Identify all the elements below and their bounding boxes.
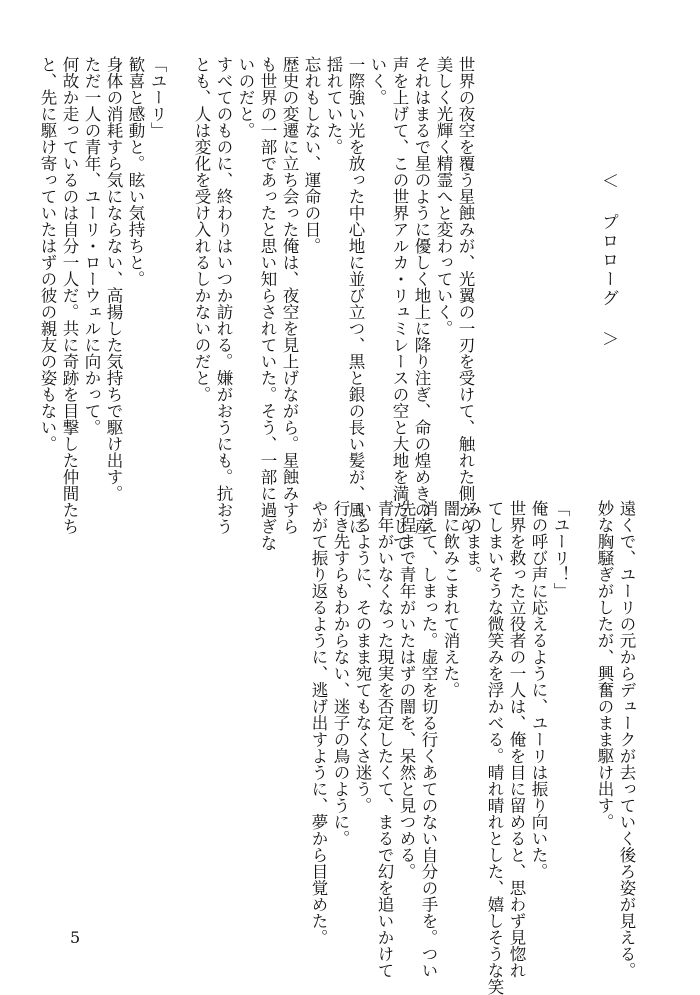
text-line: すべてのものに、終わりはいつか訪れる。嫌がおうにも。抗おう [214,56,233,535]
text-line: 揺れていた。 [324,56,343,155]
text-line: 行き先すらもわからない、迷子の鳥のように。 [331,500,350,847]
text-line: 先程まで青年がいたはずの闇を、呆然と見つめる。 [397,500,416,880]
text-line: 世界の夜空を覆う星蝕みが、光翼の一刃を受けて、触れた側から [456,56,475,535]
text-line: とも、人は変化を受け入れるしかないのだと。 [192,56,211,403]
chapter-title: ＜ プロローグ ＞ [598,172,618,349]
lower-text-block [253,500,637,995]
text-line [168,56,190,551]
text-line: 俺の呼び声に応えるように、ユーリは振り向いた。 [529,500,548,880]
text-line: いるように、そのまま宛てもなくさ迷う。 [353,500,372,814]
text-line: ただ一人の青年、ユーリ・ローウェルに向かって。 [82,56,101,436]
text-line: 忘れもしない、運命の日。 [302,56,321,254]
upper-text-block [38,56,476,551]
text-line [571,500,593,995]
text-line: いく。 [368,56,387,106]
text-line: 妙な胸騒ぎがしたが、興奮のまま駆け出す。 [595,500,614,830]
text-line: てしまいそうな微笑みを浮かべる。晴れ晴れとした、嬉しそうな笑 [485,500,504,995]
text-line: 歓喜と感動と。眩い気持ちと。 [126,56,145,287]
text-line: も世界の一部であったと思い知らされていた。そう、一部に過ぎな [258,56,277,551]
text-line: いのだと。 [236,56,255,139]
text-line: 消えて、しまった。虚空を切る行くあてのない自分の手を。つい [419,500,438,979]
text-line: 何故か走っているのは自分一人だ。共に奇跡を目撃した仲間たち [60,56,79,535]
text-line: 「ユーリ！」 [551,500,570,599]
text-line: 闇に飲みこまれて消えた。 [441,500,460,698]
page-number: 5 [70,928,81,947]
text-line: と、先に駆け寄っていたはずの彼の親友の姿もない。 [38,56,57,452]
text-line: 歴史の変遷に立ち会った俺は、夜空を見上げながら。星蝕みすら [280,56,299,535]
text-line: 美しく光輝く精霊へと変わっていく。 [434,56,453,337]
text-line: 世界を救った立役者の一人は、俺を目に留めると、思わず見惚れ [507,500,526,979]
text-line: それはまるで星のように優しく地上に降り注ぎ、命の煌めきの産 [412,56,431,535]
text-line: 遠くで、ユーリの元からデュークが去っていく後ろ姿が見える。 [617,500,636,979]
text-line: やがて振り返るように、逃げ出すように、夢から目覚めた。 [309,500,328,946]
text-line: 身体の消耗すら気にならない、高揚した気持ちで駆け出す。 [104,56,123,502]
text-line: みのまま。 [463,500,482,583]
text-line: 声を上げて、この世界アルカ・リュミレースの空と大地を満たして [390,56,409,551]
text-line: 「ユーリ」 [148,56,167,139]
text-line: 青年がいなくなった現実を否定したくて、まるで幻を追いかけて [375,500,394,979]
text-line: 一際強い光を放った中心地に並び立つ、黒と銀の長い髪が、風に [346,56,365,535]
